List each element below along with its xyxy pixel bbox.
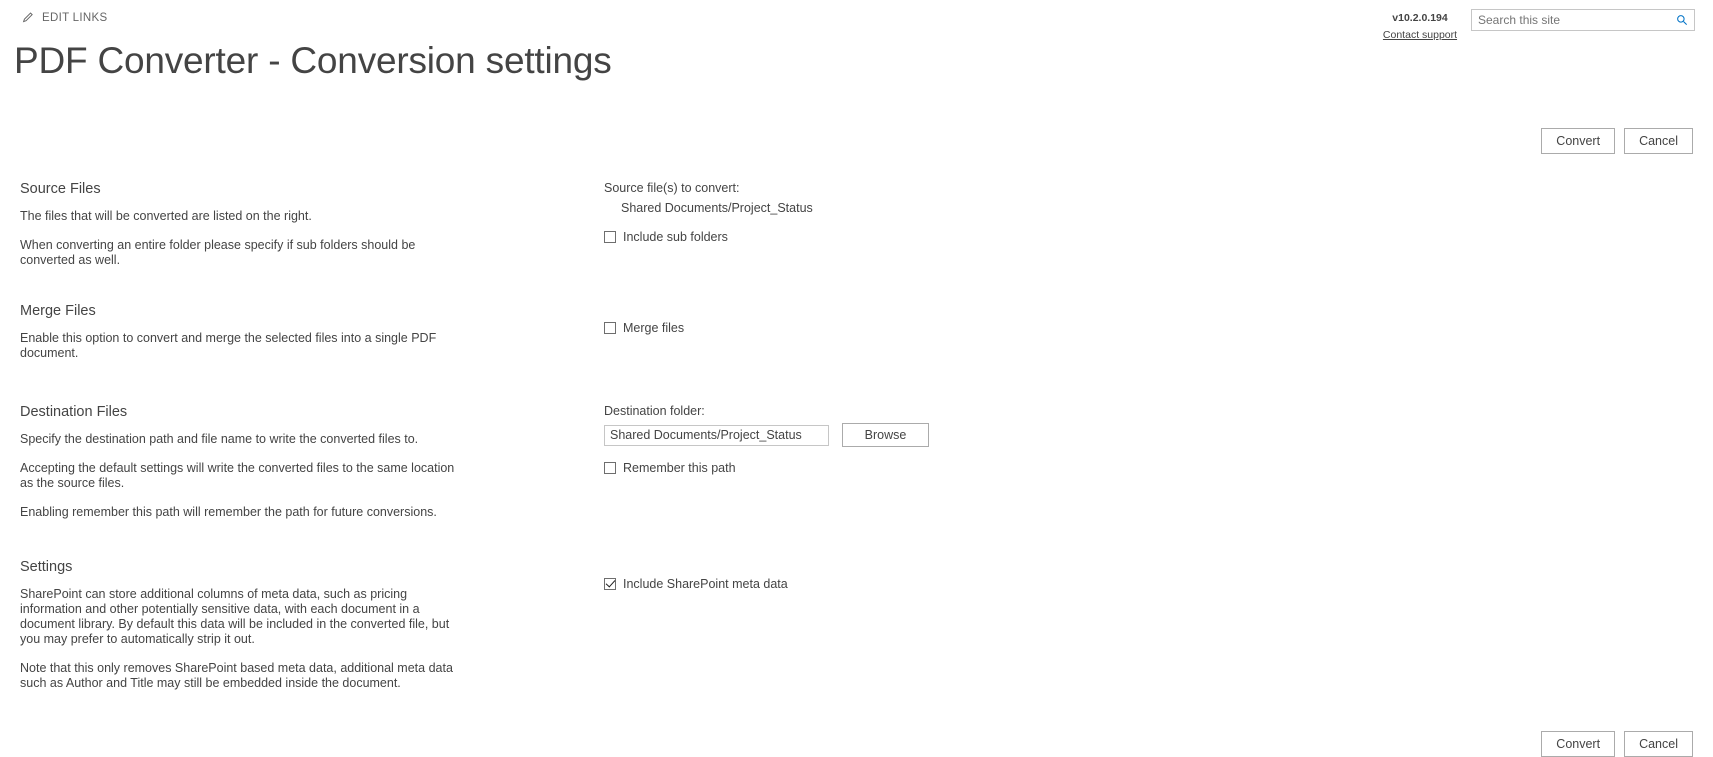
section-source-files-description (20, 180, 604, 268)
top-action-buttons (20, 128, 1693, 154)
merge-files-label: Merge files (623, 321, 685, 335)
settings-paragraph-1: SharePoint can store additional columns of meta data, such as pricing information and other potentially sensitive data, with each document in a document library. By default this data will be included in the converted file, but you may prefer to automatically strip it out. (20, 587, 450, 646)
destination-folder-input[interactable] (604, 425, 829, 446)
source-files-paragraph-1: The files that will be converted are listed on the right. (20, 209, 312, 223)
checkbox-box-remember-path[interactable] (604, 462, 616, 474)
remember-path-label: Remember this path (623, 461, 736, 475)
section-merge-files (20, 302, 1693, 361)
include-meta-data-checkbox[interactable] (604, 576, 1693, 592)
destination-paragraph-3: Enabling remember this path will remember the path for future conversions. (20, 505, 437, 519)
cancel-button-bottom[interactable]: Cancel (1624, 731, 1693, 757)
destination-paragraph-2: Accepting the default settings will write the converted files to the same location as the source files. (20, 461, 455, 490)
source-files-label: Source file(s) to convert: (604, 181, 740, 195)
bottom-action-buttons (20, 731, 1693, 757)
section-merge-files-description (20, 302, 604, 361)
destination-folder-label: Destination folder: (604, 404, 705, 418)
merge-files-checkbox[interactable] (604, 320, 1693, 336)
section-source-files-controls (604, 180, 1693, 245)
section-destination-files-controls (604, 403, 1693, 476)
merge-files-paragraph-1: Enable this option to convert and merge the selected files into a single PDF document. (20, 331, 437, 360)
section-settings-description (20, 558, 604, 691)
edit-links-label: EDIT LINKS (42, 11, 108, 24)
section-heading-merge-files: Merge Files (20, 303, 96, 319)
section-destination-files (20, 403, 1693, 520)
include-sub-folders-label: Include sub folders (623, 230, 728, 244)
source-files-paragraph-2: When converting an entire folder please specify if sub folders should be converted as well. (20, 238, 416, 267)
section-heading-settings: Settings (20, 559, 73, 575)
edit-links-button[interactable] (22, 11, 107, 24)
section-merge-files-controls (604, 302, 1693, 336)
search-box[interactable] (1471, 9, 1695, 31)
convert-button-top[interactable]: Convert (1541, 128, 1615, 154)
pencil-icon (22, 11, 35, 24)
version-number: v10.2.0.194 (1392, 12, 1448, 24)
include-meta-data-label: Include SharePoint meta data (623, 577, 788, 591)
section-settings (20, 558, 1693, 691)
include-sub-folders-checkbox[interactable] (604, 229, 1693, 245)
settings-paragraph-2: Note that this only removes SharePoint based meta data, additional meta data such as Author and Title may still be embedded inside the document. (20, 661, 453, 690)
settings-sections (20, 180, 1693, 691)
section-heading-source-files: Source Files (20, 181, 101, 197)
convert-button-bottom[interactable]: Convert (1541, 731, 1615, 757)
section-source-files (20, 180, 1693, 268)
checkbox-box-merge-files[interactable] (604, 322, 616, 334)
search-input[interactable] (1472, 10, 1670, 30)
search-icon[interactable] (1670, 10, 1694, 30)
top-bar (0, 0, 1713, 41)
browse-button[interactable]: Browse (842, 423, 929, 447)
main-content (0, 128, 1713, 757)
destination-paragraph-1: Specify the destination path and file name to write the converted files to. (20, 432, 419, 446)
cancel-button-top[interactable]: Cancel (1624, 128, 1693, 154)
source-files-value: Shared Documents/Project_Status (621, 201, 813, 215)
remember-path-checkbox[interactable] (604, 460, 1693, 476)
version-block (1360, 12, 1480, 43)
page-title: PDF Converter - Conversion settings (14, 40, 612, 81)
section-heading-destination-files: Destination Files (20, 404, 128, 420)
contact-support-link[interactable]: Contact support (1382, 29, 1458, 41)
checkbox-box-include-sub-folders[interactable] (604, 231, 616, 243)
destination-folder-row (604, 423, 1693, 447)
section-settings-controls (604, 558, 1693, 592)
section-destination-files-description (20, 403, 604, 520)
checkbox-box-include-meta-data[interactable] (604, 578, 616, 590)
